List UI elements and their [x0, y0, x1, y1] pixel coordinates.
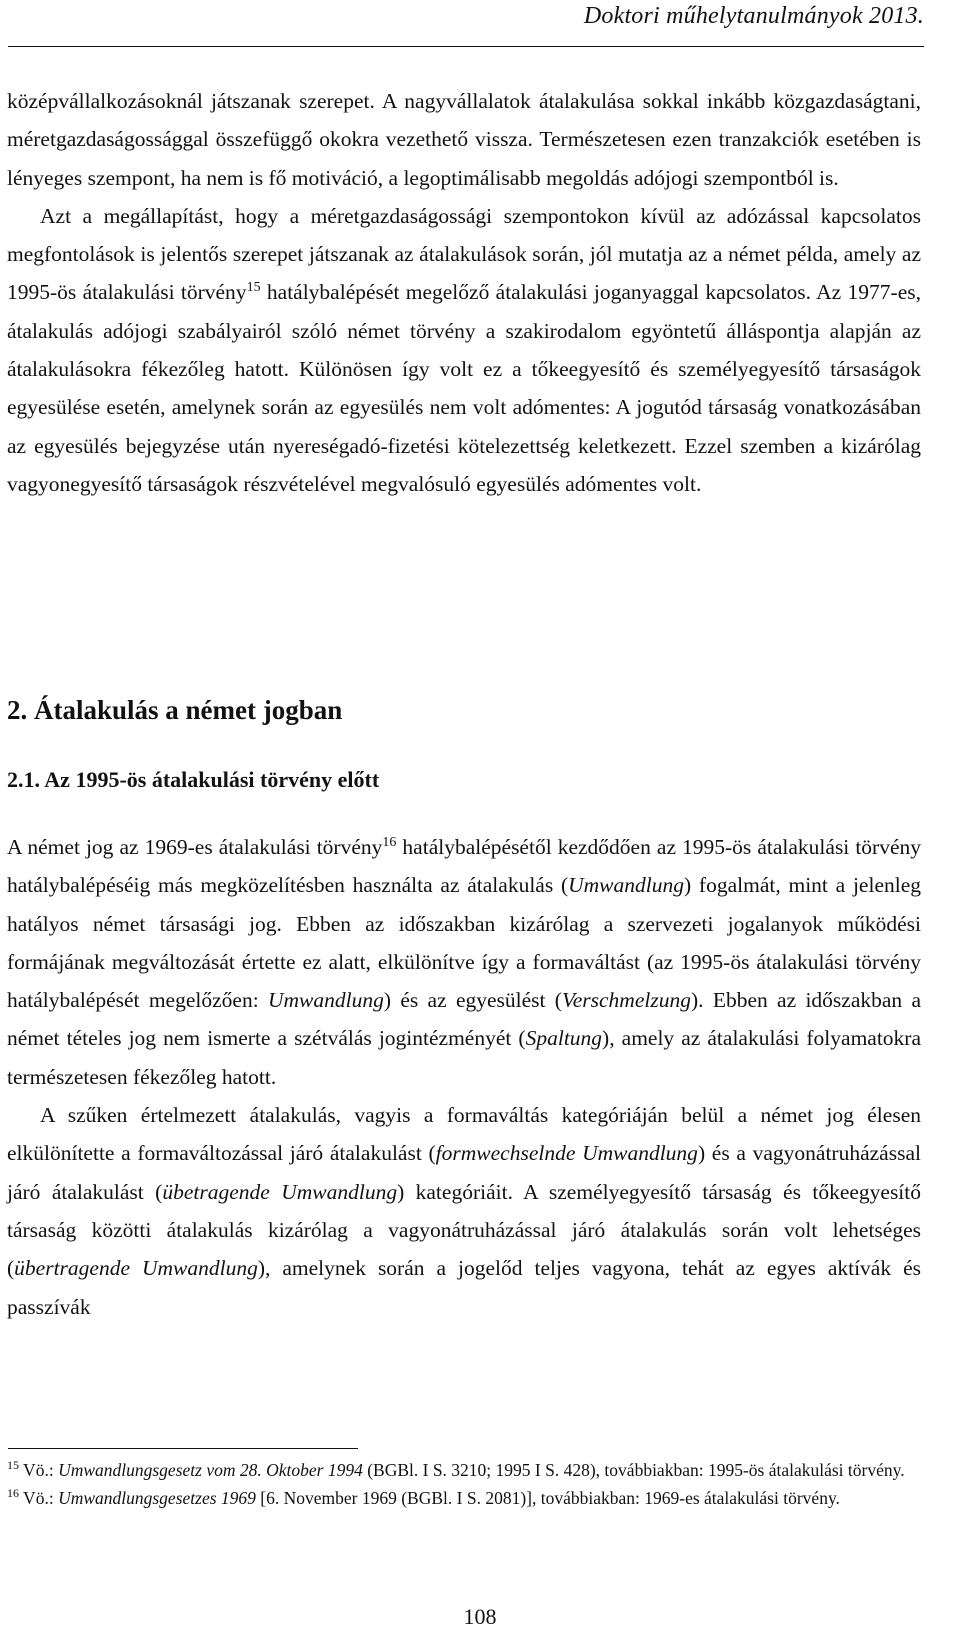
- term-ubertragende-umwandlung: übertragende Umwandlung: [14, 1256, 258, 1281]
- paragraph-3-text: ) és az egyesülést (: [383, 988, 562, 1013]
- footnote-16: [7, 1486, 921, 1510]
- paragraph-4-text: ) és a vagyonátruházással járó átalakulást (: [7, 1141, 921, 1204]
- paragraph-3-text: hatálybalépésétől kezdődően az 1995-ös átalakulási törvény hatálybalépéséig más megközelítésben használta az átalakulás (: [7, 835, 922, 898]
- body-text-bottom: [7, 828, 921, 1326]
- footnote-ref-15[interactable]: 15: [246, 280, 261, 296]
- paragraph-3: [7, 828, 921, 1096]
- footnote-text: [6. November 1969 (BGBl. I S. 2081)], továbbiakban: 1969-es átalakulási törvény.: [255, 1488, 840, 1508]
- footnote-number: 16: [7, 1486, 19, 1501]
- paragraph-3-text: A német jog az 1969-es átalakulási törvény: [7, 835, 383, 859]
- body-text-top: [7, 82, 921, 503]
- paragraph-4-text: ), amelynek során a jogelőd teljes vagyona, tehát az egyes aktívák és passzívák: [7, 1256, 921, 1319]
- footnote-number: 15: [7, 1458, 19, 1473]
- footnote-title: Umwandlungsgesetz vom 28. Oktober 1994: [58, 1460, 363, 1480]
- footnote-separator: [8, 1448, 358, 1449]
- footnote-title: Umwandlungsgesetzes 1969: [58, 1488, 256, 1508]
- term-ubetragende-umwandlung: übetragende Umwandlung: [162, 1179, 398, 1204]
- paragraph-4-text: ) kategóriáit. A személyegyesítő társaság és tőkeegyesítő társaság közötti átalakulás kizárólag a vagyonátruházással járó átalakulás során volt lehetséges (: [7, 1179, 922, 1281]
- section-heading-2: 2. Átalakulás a német jogban: [7, 695, 343, 725]
- paragraph-4: [7, 1096, 921, 1326]
- term-umwandlung: Umwandlung: [568, 873, 684, 898]
- term-spaltung: Spaltung: [525, 1026, 603, 1051]
- paragraph-2-text-a: Azt a megállapítást, hogy a méretgazdaságossági szempontokon kívül az adózással kapcsolatos megfontolások is jelentős szerepet játszanak az átalakulások során, jól mutatja az a német példa, amely az 1995-ös átalakulási törvény: [7, 203, 921, 305]
- running-head: Doktori műhelytanulmányok 2013.: [583, 3, 924, 29]
- paragraph-3-text: ), amely az átalakulási folyamatokra természetesen fékezőleg hatott.: [7, 1026, 922, 1089]
- footnote-text: (BGBl. I S. 3210; 1995 I S. 428), továbbiakban: 1995-ös átalakulási törvény.: [362, 1460, 905, 1480]
- footnote-text: Vö.:: [19, 1488, 59, 1508]
- footnote-15: [7, 1458, 921, 1482]
- header-rule: [8, 46, 924, 47]
- paragraph-4-text: A szűken értelmezett átalakulás, vagyis a formaváltás kategóriáján belül a német jog élesen elkülönítette a formaváltozással járó átalakulást (: [7, 1103, 921, 1166]
- footnotes: [7, 1458, 921, 1514]
- footnote-text: Vö.:: [19, 1460, 59, 1480]
- paragraph-1: középvállalkozásoknál játszanak szerepet. A nagyvállalatok átalakulása sokkal inkább közgazdaságtani, méretgazdaságossággal összefüggő okokra vezethető vissza. Természetesen ezen tranzakciók esetében is lényeges szempont, ha nem is fő motiváció, a legoptimálisabb megoldás adójogi szempontból is.: [7, 89, 921, 190]
- paragraph-2: [7, 197, 921, 503]
- paragraph-3-text: ) fogalmát, mint a jelenleg hatályos német társasági jog. Ebben az időszakban kizárólag a szervezeti jogalanyok működési formájának megváltozását értette ez alatt, elkülönítve így a formaváltást (az 1995-ös átalakulási törvény hatálybalépését megelőzően:: [7, 873, 921, 1013]
- paragraph-2-text-b: hatálybalépését megelőző átalakulási joganyaggal kapcsolatos. Az 1977-es, átalakulás adójogi szabályairól szóló német törvény a szakirodalom egyöntetű álláspontja alapján az átalakulásokra fékezőleg hatott. Különösen így volt ez a tőkeegyesítő és személyegyesítő társaságok egyesülése esetén, amelynek során az egyesülés nem volt adómentes: A jogutód társaság vonatkozásában az egyesülés bejegyzése után nyereségadó-fizetési kötelezettség keletkezett. Ezzel szemben a kizárólag vagyonegyesítő társaságok részvételével megvalósuló egyesülés adómentes volt.: [7, 280, 922, 496]
- term-verschmelzung: Verschmelzung: [561, 988, 691, 1013]
- term-umwandlung: Umwandlung: [267, 988, 384, 1013]
- footnote-ref-16[interactable]: 16: [382, 834, 397, 850]
- paragraph-3-text: ). Ebben az időszakban a német tételes jog nem ismerte a szétválás jogintézményét (: [7, 988, 922, 1051]
- page-number: 108: [463, 1604, 497, 1629]
- subsection-heading-2-1: 2.1. Az 1995-ös átalakulási törvény előtt: [7, 767, 380, 792]
- term-formwechselnde-umwandlung: formwechselnde Umwandlung: [435, 1141, 698, 1166]
